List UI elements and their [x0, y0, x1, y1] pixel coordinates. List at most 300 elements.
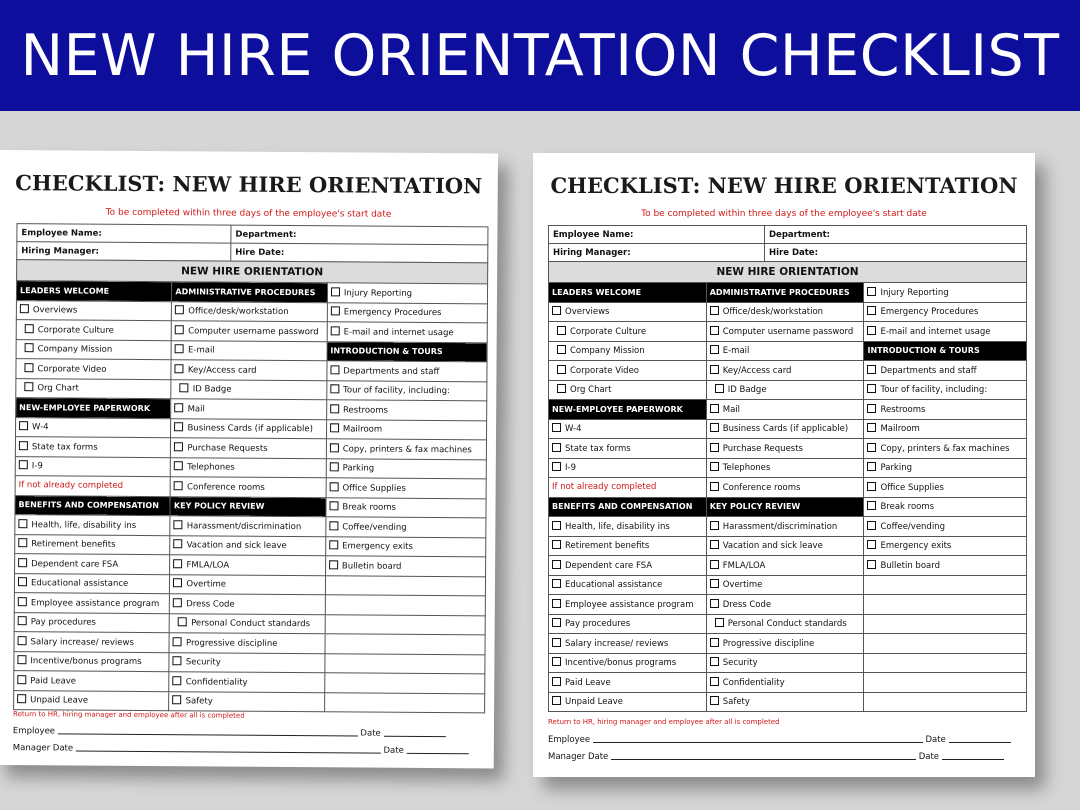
checklist-item-label: Office/desk/workstation	[722, 307, 824, 318]
checkbox-icon[interactable]	[24, 382, 33, 391]
checkbox-icon[interactable]	[175, 325, 184, 334]
checklist-item-label: Computer username password	[722, 326, 854, 337]
checkbox-icon[interactable]	[330, 443, 339, 452]
section-title: NEW HIRE ORIENTATION	[16, 259, 488, 283]
checklist-item-harassment-discrimination	[706, 517, 864, 537]
checklist-row	[549, 692, 1027, 712]
checklist-item-label: Unpaid Leave	[565, 697, 623, 708]
checklist-item-label: Copy, printers & fax machines	[880, 443, 1010, 454]
checklist-item-corporate-video	[16, 359, 172, 380]
manager-signature-line[interactable]: Manager Date Date	[13, 743, 469, 756]
checkbox-icon[interactable]	[18, 538, 27, 547]
checkbox-icon[interactable]	[557, 384, 566, 393]
checklist-item-parking	[864, 458, 1027, 478]
checkbox-icon[interactable]	[174, 442, 183, 451]
checklist-item-emergency-procedures	[327, 302, 487, 323]
checklist-item-copy-printers-fax-machines	[326, 439, 486, 460]
checkbox-icon[interactable]	[18, 597, 27, 606]
checkbox-icon[interactable]	[173, 695, 182, 704]
checkbox-icon[interactable]	[867, 365, 876, 374]
checklist-item-label: Incentive/bonus programs	[30, 656, 142, 668]
checklist-item-label: Retirement benefits	[565, 541, 650, 552]
checklist-item-label: Restrooms	[880, 404, 926, 415]
checkbox-icon[interactable]	[867, 521, 876, 530]
checklist-item-label: Tour of facility, including:	[880, 385, 988, 396]
hiring-manager-field[interactable]: Hiring Manager:	[17, 242, 231, 261]
checkbox-icon[interactable]	[329, 541, 338, 550]
checkbox-icon[interactable]	[867, 384, 876, 393]
checkbox-icon[interactable]	[557, 326, 566, 335]
checklist-item-telephones	[706, 458, 864, 478]
checklist-item-label: Pay procedures	[30, 617, 96, 628]
checkbox-icon[interactable]	[18, 577, 27, 586]
checkbox-icon[interactable]	[180, 384, 189, 393]
checklist-item-label: Corporate Culture	[570, 326, 647, 337]
checklist-row	[549, 322, 1027, 342]
checkbox-icon[interactable]	[330, 385, 339, 394]
checkbox-icon[interactable]	[173, 676, 182, 685]
checklist-item-conference-rooms	[171, 477, 327, 498]
return-note: Return to HR, hiring manager and employee after all is completed	[13, 710, 245, 720]
checkbox-icon[interactable]	[557, 365, 566, 374]
checklist-item-educational-assistance	[14, 573, 170, 594]
checklist-item-overtime	[706, 575, 864, 595]
checklist-item-label: Office Supplies	[880, 482, 944, 493]
note-if-not-already-completed: If not already completed	[549, 478, 707, 498]
checklist-item-org-chart	[549, 380, 707, 400]
title-banner	[0, 0, 1080, 111]
checklist-item-org-chart	[16, 378, 172, 399]
checkbox-icon[interactable]	[867, 423, 876, 432]
checkbox-icon[interactable]	[710, 462, 719, 471]
checklist-item-label: Telephones	[722, 463, 771, 474]
checkbox-icon[interactable]	[330, 365, 339, 374]
checklist-item-corporate-video	[549, 361, 707, 381]
checkbox-icon[interactable]	[173, 598, 182, 607]
checklist-item-label: Conference rooms	[187, 482, 265, 493]
checklist-item-label: FMLA/LOA	[186, 560, 230, 571]
checklist-item-label: Corporate Video	[37, 364, 107, 375]
checklist-item-label: State tax forms	[565, 443, 631, 454]
employee-name-field[interactable]: Employee Name:	[549, 226, 765, 244]
checkbox-icon[interactable]	[330, 404, 339, 413]
checklist-item-label: Dependent care FSA	[565, 560, 653, 571]
department-field[interactable]: Department:	[231, 225, 488, 245]
checklist-item-label: Emergency Procedures	[343, 307, 442, 319]
checklist-item-label: Corporate Video	[570, 365, 640, 376]
checkbox-icon[interactable]	[17, 694, 26, 703]
checkbox-icon[interactable]	[710, 638, 719, 647]
checklist-item-injury-reporting	[864, 283, 1027, 303]
checkbox-icon[interactable]	[867, 560, 876, 569]
checklist-item-label: Overtime	[722, 580, 763, 591]
checkbox-icon[interactable]	[331, 287, 340, 296]
checklist-item-label: Coffee/vending	[342, 522, 407, 533]
checkbox-icon[interactable]	[552, 599, 561, 608]
section-header-key-policy-review: KEY POLICY REVIEW	[170, 496, 326, 517]
checklist-item-label: Telephones	[187, 462, 235, 473]
checklist-item-label: E-mail	[722, 346, 750, 357]
checklist-item-dependent-care-fsa	[549, 556, 707, 576]
checklist-row	[549, 653, 1027, 673]
checkbox-icon[interactable]	[173, 578, 182, 587]
checkbox-icon[interactable]	[867, 287, 876, 296]
checklist-item-label: Personal Conduct standards	[727, 619, 847, 630]
checklist-item-office-supplies	[864, 478, 1027, 498]
checklist-item-confidentiality	[169, 672, 325, 693]
sheet-title: CHECKLIST: NEW HIRE ORIENTATION	[15, 170, 483, 199]
checklist-row	[549, 341, 1027, 361]
checklist-item-office-desk-workstation	[172, 301, 328, 322]
checkbox-icon[interactable]	[331, 307, 340, 316]
checklist-item-label: Parking	[342, 463, 375, 474]
sheet-subtitle: To be completed within three days of the employee's start date	[641, 209, 927, 219]
checklist-item-company-mission	[16, 339, 172, 360]
empty-cell	[864, 575, 1027, 595]
checklist-item-personal-conduct-standards	[706, 614, 864, 634]
checkbox-icon[interactable]	[710, 540, 719, 549]
checkbox-icon[interactable]	[329, 482, 338, 491]
employee-signature-line[interactable]: Employee Date	[13, 726, 446, 739]
checklist-item-label: Office/desk/workstation	[188, 306, 289, 318]
checklist-row	[549, 536, 1027, 556]
checklist-item-label: Emergency exits	[880, 541, 952, 552]
checkbox-icon[interactable]	[19, 421, 28, 430]
checkbox-icon[interactable]	[867, 462, 876, 471]
checkbox-icon[interactable]	[552, 696, 561, 705]
checkbox-icon[interactable]	[552, 618, 561, 627]
checklist-item-label: W-4	[565, 424, 582, 435]
checklist-item-label: Business Cards (if applicable)	[187, 423, 313, 435]
checklist-item-incentive-bonus-programs	[14, 651, 170, 672]
checkbox-icon[interactable]	[329, 502, 338, 511]
checklist-item-coffee-vending	[326, 517, 486, 538]
checkbox-icon[interactable]	[710, 423, 719, 432]
checkbox-icon[interactable]	[173, 637, 182, 646]
checklist-item-label: Incentive/bonus programs	[565, 658, 677, 669]
checklist-item-purchase-requests	[706, 439, 864, 459]
checkbox-icon[interactable]	[24, 363, 33, 372]
checklist-item-label: Security	[722, 658, 758, 669]
employee-signature-line[interactable]: Employee Date	[548, 735, 1011, 745]
checklist-item-purchase-requests	[171, 438, 327, 459]
checklist-grid	[13, 280, 488, 713]
department-field[interactable]: Department:	[765, 226, 1027, 244]
checklist-item-employee-assistance-program	[549, 595, 707, 615]
checklist-item-label: Progressive discipline	[722, 638, 815, 649]
checklist-item-label: Educational assistance	[565, 580, 663, 591]
checkbox-icon[interactable]	[25, 324, 34, 333]
checkbox-icon[interactable]	[552, 638, 561, 647]
checklist-item-vacation-and-sick-leave	[170, 535, 326, 556]
checkbox-icon[interactable]	[710, 326, 719, 335]
checkbox-icon[interactable]	[175, 344, 184, 353]
section-title: NEW HIRE ORIENTATION	[548, 261, 1027, 282]
checkbox-icon[interactable]	[174, 559, 183, 568]
empty-cell	[325, 575, 485, 596]
checklist-row	[549, 439, 1027, 459]
empty-cell	[325, 634, 485, 655]
checkbox-icon[interactable]	[867, 443, 876, 452]
checklist-item-dependent-care-fsa	[15, 554, 171, 575]
checklist-item-label: Vacation and sick leave	[186, 540, 287, 552]
checklist-item-label: Purchase Requests	[187, 443, 268, 454]
checklist-item-pay-procedures	[549, 614, 707, 634]
checkbox-icon[interactable]	[174, 461, 183, 470]
checklist-item-emergency-exits	[864, 536, 1027, 556]
checkbox-icon[interactable]	[19, 441, 28, 450]
checklist-item-label: E-mail and internet usage	[880, 326, 991, 337]
checklist-item-label: Tour of facility, including:	[343, 385, 450, 397]
checklist-item-label: Paid Leave	[30, 675, 77, 687]
checklist-item-label: Mail	[722, 404, 740, 415]
checklist-item-mail	[171, 399, 327, 420]
checkbox-icon[interactable]	[552, 521, 561, 530]
checkbox-icon[interactable]	[330, 463, 339, 472]
sheet-title: CHECKLIST: NEW HIRE ORIENTATION	[550, 173, 1018, 198]
checklist-item-id-badge	[706, 380, 864, 400]
checkbox-icon[interactable]	[710, 579, 719, 588]
checklist-item-label: Harassment/discrimination	[722, 521, 838, 532]
checklist-item-departments-and-staff	[327, 361, 487, 382]
checklist-item-tour-of-facility-including	[864, 380, 1027, 400]
checkbox-icon[interactable]	[17, 655, 26, 664]
checklist-row	[549, 458, 1027, 478]
checkbox-icon[interactable]	[330, 424, 339, 433]
checklist-item-label: Emergency exits	[342, 541, 414, 553]
checkbox-icon[interactable]	[17, 675, 26, 684]
checkbox-icon[interactable]	[18, 558, 27, 567]
section-header-introduction-tours: INTRODUCTION & TOURS	[864, 341, 1027, 361]
checklist-item-business-cards-if-applicable	[706, 419, 864, 439]
checkbox-icon[interactable]	[867, 306, 876, 315]
section-header-new-employee-paperwork: NEW-EMPLOYEE PAPERWORK	[549, 400, 707, 420]
empty-cell	[324, 692, 484, 713]
checklist-item-departments-and-staff	[864, 361, 1027, 381]
manager-signature-line[interactable]: Manager Date Date	[548, 752, 1004, 762]
checkbox-icon[interactable]	[173, 656, 182, 665]
checkbox-icon[interactable]	[552, 462, 561, 471]
checklist-item-label: Health, life, disability ins	[31, 519, 137, 531]
checklist-item-label: Vacation and sick leave	[722, 541, 823, 552]
checklist-row	[549, 556, 1027, 576]
note-if-not-already-completed: If not already completed	[15, 476, 171, 497]
checkbox-icon[interactable]	[710, 365, 719, 374]
section-header-benefits-and-compensation: BENEFITS AND COMPENSATION	[549, 497, 707, 517]
empty-cell	[864, 634, 1027, 654]
checkbox-icon[interactable]	[25, 343, 34, 352]
checklist-item-key-access-card	[171, 360, 327, 381]
checkbox-icon[interactable]	[552, 443, 561, 452]
checkbox-icon[interactable]	[557, 345, 566, 354]
checklist-item-label: Dress Code	[186, 599, 235, 610]
hiring-manager-field[interactable]: Hiring Manager:	[549, 244, 765, 262]
checklist-item-label: Emergency Procedures	[880, 307, 979, 318]
checkbox-icon[interactable]	[715, 384, 724, 393]
checklist-item-label: Computer username password	[188, 326, 319, 337]
checkbox-icon[interactable]	[178, 618, 187, 627]
checklist-item-label: Bulletin board	[341, 561, 402, 572]
checklist-item-overviews	[16, 300, 172, 321]
checklist-item-label: Injury Reporting	[880, 287, 949, 298]
checkbox-icon[interactable]	[174, 520, 183, 529]
checklist-item-state-tax-forms	[15, 437, 171, 458]
checklist-item-label: Confidentiality	[722, 677, 785, 688]
checklist-item-label: Conference rooms	[722, 482, 801, 493]
checkbox-icon[interactable]	[175, 403, 184, 412]
checkbox-icon[interactable]	[552, 677, 561, 686]
checkbox-icon[interactable]	[175, 305, 184, 314]
checklist-item-mail	[706, 400, 864, 420]
checklist-item-safety	[169, 691, 325, 712]
checklist-item-salary-increase-reviews	[549, 634, 707, 654]
checkbox-icon[interactable]	[331, 326, 340, 335]
checklist-item-salary-increase-reviews	[14, 632, 170, 653]
checkbox-icon[interactable]	[19, 460, 28, 469]
checkbox-icon[interactable]	[710, 599, 719, 608]
checkbox-icon[interactable]	[174, 422, 183, 431]
checklist-item-telephones	[171, 457, 327, 478]
checkbox-icon[interactable]	[867, 482, 876, 491]
checkbox-icon[interactable]	[710, 560, 719, 569]
checkbox-icon[interactable]	[329, 560, 338, 569]
checklist-row	[549, 478, 1027, 498]
checklist-item-label: Bulletin board	[880, 560, 940, 571]
checklist-item-label: E-mail and internet usage	[343, 327, 454, 338]
checklist-item-e-mail	[171, 340, 327, 361]
checkbox-icon[interactable]	[710, 696, 719, 705]
checklist-item-injury-reporting	[327, 283, 487, 304]
checklist-item-label: Salary increase/ reviews	[565, 638, 669, 649]
section-header-leaders-welcome: LEADERS WELCOME	[16, 281, 172, 302]
empty-cell	[864, 653, 1027, 673]
checklist-item-incentive-bonus-programs	[549, 653, 707, 673]
checkbox-icon[interactable]	[18, 616, 27, 625]
checklist-item-health-life-disability-ins	[15, 515, 171, 536]
checklist-item-label: Break rooms	[880, 502, 935, 513]
checklist-item-progressive-discipline	[169, 633, 325, 654]
section-header-key-policy-review: KEY POLICY REVIEW	[706, 497, 864, 517]
checklist-row	[549, 380, 1027, 400]
checkbox-icon[interactable]	[174, 539, 183, 548]
checklist-item-personal-conduct-standards	[170, 613, 326, 634]
hire-date-field[interactable]: Hire Date:	[765, 244, 1027, 262]
checkbox-icon[interactable]	[710, 404, 719, 413]
checklist-item-business-cards-if-applicable	[171, 418, 327, 439]
checkbox-icon[interactable]	[710, 521, 719, 530]
checklist-item-fmla-loa	[170, 555, 326, 576]
checklist-item-w-4	[549, 419, 707, 439]
checklist-item-label: Unpaid Leave	[30, 695, 89, 706]
checklist-item-coffee-vending	[864, 517, 1027, 537]
return-note: Return to HR, hiring manager and employee after all is completed	[548, 718, 780, 726]
checklist-item-emergency-exits	[326, 536, 486, 557]
section-header-administrative-procedures: ADMINISTRATIVE PROCEDURES	[706, 283, 864, 303]
checklist-item-label: Dependent care FSA	[31, 558, 119, 570]
checkbox-icon[interactable]	[867, 404, 876, 413]
checklist-item-bulletin-board	[325, 556, 485, 577]
checkbox-icon[interactable]	[710, 306, 719, 315]
checklist-item-label: FMLA/LOA	[722, 560, 766, 571]
employee-name-field[interactable]: Employee Name:	[17, 224, 231, 243]
checkbox-icon[interactable]	[552, 560, 561, 569]
checkbox-icon[interactable]	[710, 657, 719, 666]
checkbox-icon[interactable]	[710, 482, 719, 491]
checklist-item-confidentiality	[706, 673, 864, 693]
checkbox-icon[interactable]	[552, 423, 561, 432]
checkbox-icon[interactable]	[715, 618, 724, 627]
checklist-item-label: Org Chart	[37, 383, 79, 394]
checkbox-icon[interactable]	[552, 306, 561, 315]
checklist-item-label: Company Mission	[570, 346, 645, 357]
checkbox-icon[interactable]	[552, 657, 561, 666]
checkbox-icon[interactable]	[18, 636, 27, 645]
checkbox-icon[interactable]	[20, 304, 29, 313]
checklist-item-label: Key/Access card	[187, 365, 257, 376]
checklist-item-educational-assistance	[549, 575, 707, 595]
checkbox-icon[interactable]	[329, 521, 338, 530]
checklist-item-fmla-loa	[706, 556, 864, 576]
checkbox-icon[interactable]	[175, 364, 184, 373]
checklist-item-retirement-benefits	[15, 534, 171, 555]
checklist-item-bulletin-board	[864, 556, 1027, 576]
checklist-item-label: Departments and staff	[880, 365, 977, 376]
checklist-item-restrooms	[326, 400, 486, 421]
checklist-item-label: Employee assistance program	[30, 597, 160, 609]
checklist-item-mailroom	[326, 419, 486, 440]
checklist-item-label: Coffee/vending	[880, 521, 945, 532]
checklist-item-e-mail	[706, 341, 864, 361]
checkbox-icon[interactable]	[710, 443, 719, 452]
checklist-item-computer-username-password	[706, 322, 864, 342]
checkbox-icon[interactable]	[552, 540, 561, 549]
checklist-item-label: ID Badge	[727, 385, 767, 396]
checkbox-icon[interactable]	[552, 579, 561, 588]
checklist-row	[549, 614, 1027, 634]
checklist-row	[549, 283, 1027, 303]
checklist-grid	[548, 282, 1027, 712]
checklist-item-company-mission	[549, 341, 707, 361]
checklist-item-label: Mailroom	[880, 424, 920, 435]
checklist-item-label: W-4	[32, 422, 49, 433]
checklist-item-label: Company Mission	[37, 344, 113, 356]
checklist-item-w-4	[15, 417, 171, 438]
empty-cell	[864, 673, 1027, 693]
checklist-item-paid-leave	[549, 673, 707, 693]
checklist-item-mailroom	[864, 419, 1027, 439]
checklist-item-label: Business Cards (if applicable)	[722, 424, 849, 435]
checklist-item-label: State tax forms	[31, 441, 98, 453]
checklist-item-office-desk-workstation	[706, 302, 864, 322]
checkbox-icon[interactable]	[710, 345, 719, 354]
checklist-item-id-badge	[171, 379, 327, 400]
checkbox-icon[interactable]	[867, 501, 876, 510]
checklist-item-label: Departments and staff	[343, 366, 440, 377]
checklist-item-corporate-culture	[549, 322, 707, 342]
hire-date-field[interactable]: Hire Date:	[231, 243, 488, 263]
checkbox-icon[interactable]	[174, 481, 183, 490]
checkbox-icon[interactable]	[18, 519, 27, 528]
checkbox-icon[interactable]	[710, 677, 719, 686]
section-header-administrative-procedures: ADMINISTRATIVE PROCEDURES	[172, 282, 328, 303]
checkbox-icon[interactable]	[867, 326, 876, 335]
checkbox-icon[interactable]	[867, 540, 876, 549]
checklist-sheet-right	[533, 153, 1035, 777]
checklist-item-unpaid-leave	[14, 690, 170, 711]
checklist-item-label: Health, life, disability ins	[565, 521, 670, 532]
checklist-item-restrooms	[864, 400, 1027, 420]
checklist-item-retirement-benefits	[549, 536, 707, 556]
